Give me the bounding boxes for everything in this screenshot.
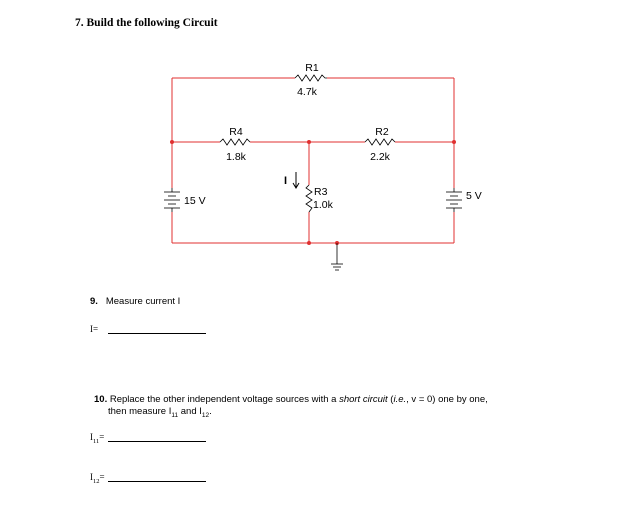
question-10-sub2: 12 <box>201 411 210 419</box>
question-10-ie: i.e. <box>393 394 407 405</box>
v-right-label: 5 V <box>466 190 482 202</box>
junction-dots <box>170 140 456 245</box>
r4-name: R4 <box>229 126 243 138</box>
ground-icon <box>331 243 343 270</box>
question-10-number: 10. <box>94 394 108 405</box>
question-10-line2-c: . <box>209 406 212 417</box>
resistor-r3-symbol <box>306 185 312 212</box>
i11-letter: I <box>90 432 93 442</box>
i12-letter: I <box>90 472 93 482</box>
r2-value: 2.2k <box>370 151 390 163</box>
r2-name: R2 <box>375 126 389 138</box>
i11-sub: 11 <box>93 437 100 445</box>
question-10-emphasis: short circuit <box>339 394 388 405</box>
i12-sub: 12 <box>93 477 100 485</box>
answer-i11-label: $I_{11}=$ <box>90 432 105 445</box>
question-10-sub1: 11 <box>171 411 179 419</box>
current-label: I <box>284 175 288 187</box>
circuit-wires <box>172 78 454 243</box>
answer-i11-line[interactable] <box>108 441 206 442</box>
r4-value: 1.8k <box>226 151 246 163</box>
question-10-line2-a: then measure I <box>108 406 172 417</box>
battery-5v-symbol <box>446 188 462 212</box>
resistor-r4-symbol <box>220 139 250 145</box>
v-left-label: 15 V <box>184 195 206 207</box>
question-10-text-a: Replace the other independent voltage sources with a <box>109 394 340 405</box>
r1-name: R1 <box>305 62 319 74</box>
question-7-heading: 7. Build the following Circuit <box>75 17 218 29</box>
question-10-line2-b: and I <box>178 406 202 417</box>
current-arrow-icon <box>293 172 299 188</box>
answer-i12-label: $I_{12}=$ <box>90 472 105 485</box>
resistor-r1-symbol <box>295 75 327 81</box>
battery-15v-symbol <box>164 188 180 212</box>
answer-i-line[interactable] <box>108 333 206 334</box>
question-10 <box>94 394 488 422</box>
question-10-text-c: , v = 0) one by one, <box>406 394 488 405</box>
question-9 <box>90 296 180 307</box>
answer-i12-line[interactable] <box>108 481 206 482</box>
question-9-number: 9. <box>90 296 98 307</box>
r1-value: 4.7k <box>297 86 317 98</box>
answer-i-label: I= <box>90 324 99 334</box>
question-9-text: Measure current I <box>105 296 181 307</box>
r3-value: 1.0k <box>313 199 333 211</box>
resistor-r2-symbol <box>365 139 395 145</box>
question-10-text-b: ( <box>387 394 394 405</box>
r3-name: R3 <box>314 186 328 198</box>
